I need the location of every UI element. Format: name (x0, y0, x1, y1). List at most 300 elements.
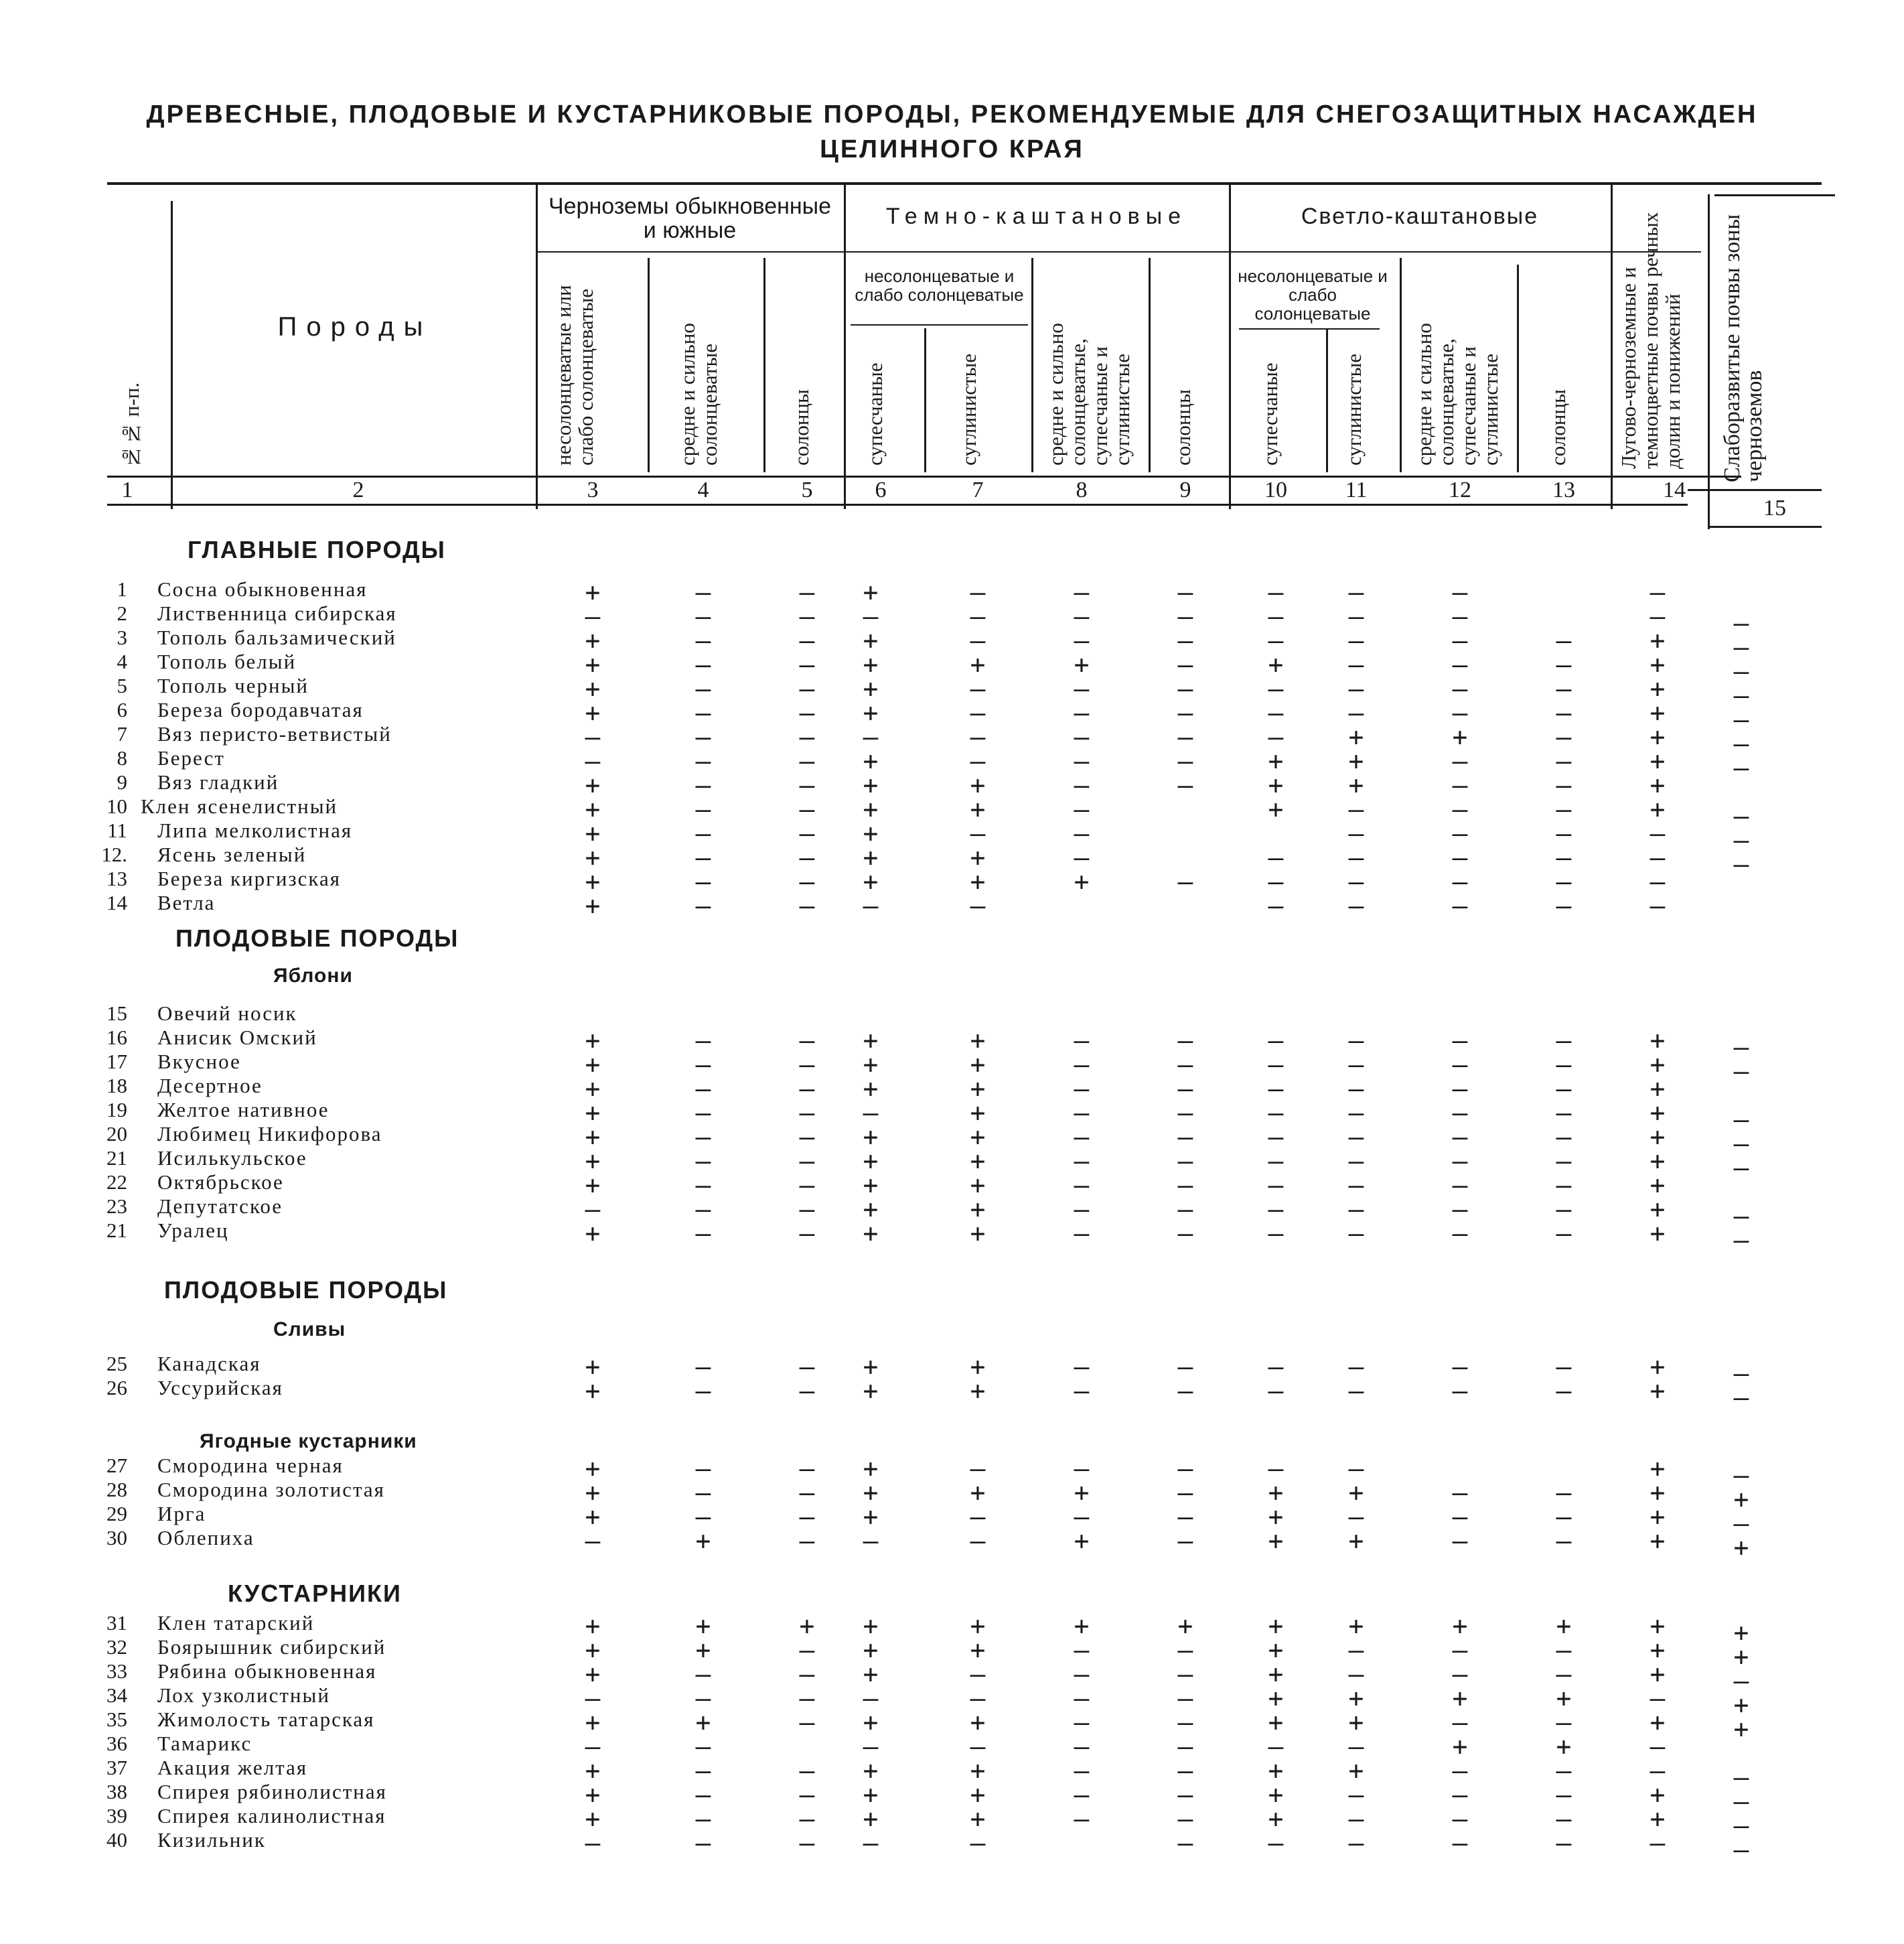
suitability-mark: + (585, 577, 601, 607)
suitability-mark: + (1348, 1708, 1364, 1737)
suitability-mark: — (1348, 1194, 1364, 1224)
suitability-mark: — (1348, 650, 1364, 679)
suitability-mark: — (1177, 867, 1193, 896)
suitability-mark: — (799, 650, 815, 679)
suitability-mark: — (970, 819, 986, 848)
suitability-mark: — (1452, 1708, 1468, 1737)
suitability-mark: — (1177, 1170, 1193, 1200)
header-col6: супесчаные (863, 362, 887, 466)
suitability-mark: — (799, 1026, 815, 1055)
species-name: Ирга (157, 1502, 206, 1525)
suitability-mark: — (1348, 1635, 1364, 1665)
header-col3: несолонцеватые или слабо солонцеватые (552, 285, 597, 466)
suitability-mark: — (1556, 1194, 1572, 1224)
suitability-mark: — (1074, 674, 1090, 703)
suitability-mark: + (1452, 1611, 1468, 1641)
suitability-mark: — (1268, 1050, 1284, 1079)
suitability-mark: — (1177, 602, 1193, 631)
suitability-mark: — (1074, 1194, 1090, 1224)
suitability-mark: — (1268, 891, 1284, 920)
suitability-mark: — (1177, 1219, 1193, 1248)
species-name: Уссурийская (157, 1376, 283, 1399)
suitability-mark: + (585, 1780, 601, 1809)
species-name: Смородина черная (157, 1454, 344, 1477)
species-name: Тамарикс (157, 1732, 252, 1755)
species-name: Исилькульское (157, 1146, 307, 1170)
suitability-mark: — (1177, 1122, 1193, 1152)
suitability-mark: — (1733, 1032, 1749, 1062)
column-number: 8 (1076, 478, 1088, 502)
suitability-mark: + (970, 650, 986, 679)
suitability-mark: + (1733, 1714, 1749, 1744)
suitability-mark: — (695, 650, 711, 679)
suitability-mark: + (1650, 1708, 1666, 1737)
row-number: 25 (106, 1352, 127, 1375)
species-name: Канадская (157, 1352, 261, 1375)
suitability-mark: — (970, 674, 986, 703)
suitability-mark: + (970, 1122, 986, 1152)
suitability-mark: — (1733, 608, 1749, 638)
suitability-mark: — (1556, 1098, 1572, 1127)
header-col8: средне и сильно солонцеватые, супесчаные и суглинистые (1044, 323, 1134, 466)
suitability-mark: — (799, 1454, 815, 1483)
suitability-mark: — (1556, 1659, 1572, 1689)
suitability-mark: — (1556, 867, 1572, 896)
species-name: Желтое нативное (157, 1098, 329, 1121)
suitability-mark: — (1177, 626, 1193, 655)
suitability-mark: + (1556, 1611, 1572, 1641)
suitability-mark: — (1074, 1732, 1090, 1761)
page-title-line2: ЦЕЛИННОГО КРАЯ (820, 135, 1084, 163)
suitability-mark: + (1268, 1804, 1284, 1833)
suitability-mark: — (695, 1050, 711, 1079)
suitability-mark: + (863, 1478, 879, 1507)
suitability-mark: + (1650, 1026, 1666, 1055)
column-number: 10 (1264, 478, 1287, 502)
suitability-mark: — (1268, 843, 1284, 872)
suitability-mark: + (1650, 746, 1666, 776)
suitability-mark: + (863, 1756, 879, 1785)
suitability-mark: — (1556, 1478, 1572, 1507)
species-name: Лиственница сибирская (157, 602, 397, 625)
suitability-mark: — (695, 1683, 711, 1713)
suitability-mark: — (585, 1828, 601, 1858)
suitability-mark: + (585, 1454, 601, 1483)
row-number: 23 (106, 1194, 127, 1218)
suitability-mark: — (1074, 602, 1090, 631)
suitability-mark: — (1452, 1526, 1468, 1555)
suitability-mark: — (1268, 1732, 1284, 1761)
suitability-mark: — (1556, 1756, 1572, 1785)
header-col10: супесчаные (1258, 362, 1282, 466)
suitability-mark: — (970, 698, 986, 727)
suitability-mark: — (799, 794, 815, 824)
page-title-line1: ДРЕВЕСНЫЕ, ПЛОДОВЫЕ И КУСТАРНИКОВЫЕ ПОРОДЫ, РЕКОМЕНДУЕМЫЕ ДЛЯ СНЕГОЗАЩИТНЫХ НАСАЖДЕН (146, 100, 1758, 129)
species-name: Тополь белый (157, 650, 297, 673)
suitability-mark: + (863, 1708, 879, 1737)
suitability-mark: — (1348, 1780, 1364, 1809)
suitability-mark: — (863, 722, 879, 752)
suitability-mark: — (1452, 1050, 1468, 1079)
suitability-mark: + (1452, 722, 1468, 752)
suitability-mark: — (1556, 1828, 1572, 1858)
suitability-mark: — (1733, 1359, 1749, 1388)
suitability-mark: — (1452, 794, 1468, 824)
suitability-mark: — (1452, 1122, 1468, 1152)
header-col-species: Породы (277, 312, 433, 342)
suitability-mark: — (799, 1478, 815, 1507)
column-number: 3 (587, 478, 599, 502)
species-name: Рябина обыкновенная (157, 1659, 377, 1683)
suitability-mark: + (695, 1526, 711, 1555)
suitability-mark: — (970, 1828, 986, 1858)
suitability-mark: — (1452, 746, 1468, 776)
row-number: 1 (117, 577, 127, 601)
row-number: 8 (117, 746, 127, 770)
suitability-mark: + (1650, 698, 1666, 727)
suitability-mark: — (799, 1219, 815, 1248)
suitability-mark: + (1074, 1478, 1090, 1507)
suitability-mark: + (1650, 1659, 1666, 1689)
suitability-mark: — (1074, 1026, 1090, 1055)
suitability-mark: — (585, 1683, 601, 1713)
suitability-mark: — (1268, 577, 1284, 607)
row-number: 32 (106, 1635, 127, 1659)
suitability-mark: + (585, 1122, 601, 1152)
suitability-mark: — (1733, 1811, 1749, 1840)
species-name: Депутатское (157, 1194, 283, 1218)
suitability-mark: + (1733, 1533, 1749, 1562)
suitability-mark: — (799, 867, 815, 896)
suitability-mark: — (1268, 626, 1284, 655)
suitability-mark: + (585, 1026, 601, 1055)
suitability-mark: + (1650, 722, 1666, 752)
suitability-mark: — (799, 1146, 815, 1176)
species-name: Любимец Никифорова (157, 1122, 382, 1145)
suitability-mark: — (1650, 819, 1666, 848)
suitability-mark: — (1452, 1804, 1468, 1833)
suitability-mark: — (799, 1526, 815, 1555)
suitability-mark: — (1074, 626, 1090, 655)
suitability-mark: — (695, 1146, 711, 1176)
section-fruit-species: ПЛОДОВЫЕ ПОРОДЫ (175, 924, 459, 952)
suitability-mark: — (1556, 722, 1572, 752)
column-number: 4 (697, 478, 709, 502)
suitability-mark: — (1268, 602, 1284, 631)
suitability-mark: — (1177, 1074, 1193, 1103)
suitability-mark: — (970, 1732, 986, 1761)
row-number: 16 (106, 1026, 127, 1049)
suitability-mark: — (1074, 1146, 1090, 1176)
suitability-mark: — (1177, 1194, 1193, 1224)
suitability-mark: + (863, 1635, 879, 1665)
suitability-mark: + (970, 867, 986, 896)
species-name: Овечий носик (157, 1001, 297, 1025)
suitability-mark: — (1733, 1225, 1749, 1255)
suitability-mark: — (1556, 1502, 1572, 1531)
suitability-mark: + (863, 1352, 879, 1381)
suitability-mark: + (863, 626, 879, 655)
suitability-mark: — (1348, 1170, 1364, 1200)
suitability-mark: + (863, 770, 879, 800)
suitability-mark: — (1733, 1153, 1749, 1182)
suitability-mark: — (1452, 1756, 1468, 1785)
suitability-mark: — (1452, 1026, 1468, 1055)
suitability-mark: — (1074, 1376, 1090, 1405)
row-number: 15 (106, 1001, 127, 1025)
suitability-mark: + (585, 1146, 601, 1176)
suitability-mark: — (1177, 674, 1193, 703)
suitability-mark: — (799, 1376, 815, 1405)
suitability-mark: + (799, 1611, 815, 1641)
suitability-mark: — (1733, 1056, 1749, 1086)
row-number: 33 (106, 1659, 127, 1683)
suitability-mark: — (1177, 1502, 1193, 1531)
suitability-mark: + (1074, 867, 1090, 896)
suitability-mark: + (863, 819, 879, 848)
suitability-mark: + (1650, 1526, 1666, 1555)
suitability-mark: + (863, 1026, 879, 1055)
suitability-mark: — (1452, 674, 1468, 703)
suitability-mark: — (1177, 1756, 1193, 1785)
suitability-mark: — (1452, 626, 1468, 655)
suitability-mark: + (1650, 770, 1666, 800)
suitability-mark: — (1452, 1376, 1468, 1405)
suitability-mark: + (1074, 1611, 1090, 1641)
suitability-mark: — (1177, 1454, 1193, 1483)
suitability-mark: — (1452, 650, 1468, 679)
suitability-mark: — (1074, 1708, 1090, 1737)
suitability-mark: — (1556, 698, 1572, 727)
header-col9: солонцы (1171, 389, 1195, 466)
suitability-mark: — (1074, 1122, 1090, 1152)
suitability-mark: + (1268, 1611, 1284, 1641)
suitability-mark: — (1452, 1478, 1468, 1507)
suitability-mark: — (799, 891, 815, 920)
suitability-mark: + (585, 1478, 601, 1507)
suitability-mark: — (970, 891, 986, 920)
suitability-mark: — (1733, 1762, 1749, 1792)
suitability-mark: — (695, 1780, 711, 1809)
suitability-mark: — (1733, 656, 1749, 686)
suitability-mark: — (695, 1219, 711, 1248)
suitability-mark: — (1268, 1122, 1284, 1152)
suitability-mark: — (1650, 1756, 1666, 1785)
suitability-mark: — (1348, 819, 1364, 848)
row-number: 31 (106, 1611, 127, 1635)
suitability-mark: — (695, 1756, 711, 1785)
suitability-mark: — (799, 1050, 815, 1079)
suitability-mark: — (695, 1659, 711, 1689)
header-col7: суглинистые (957, 353, 980, 466)
suitability-mark: — (1733, 1460, 1749, 1490)
suitability-mark: + (585, 819, 601, 848)
suitability-mark: — (1452, 1828, 1468, 1858)
suitability-mark: + (970, 1146, 986, 1176)
suitability-mark: — (799, 674, 815, 703)
suitability-mark: — (970, 1683, 986, 1713)
suitability-mark: — (1074, 819, 1090, 848)
suitability-mark: + (1733, 1618, 1749, 1647)
header-group-light-chestnut: Светло-каштановые (1301, 204, 1539, 229)
suitability-mark: — (799, 1828, 815, 1858)
suitability-mark: + (1268, 1502, 1284, 1531)
suitability-mark: + (863, 698, 879, 727)
suitability-mark: — (1650, 577, 1666, 607)
suitability-mark: — (1733, 729, 1749, 758)
suitability-mark: — (1074, 1659, 1090, 1689)
suitability-mark: + (585, 1050, 601, 1079)
suitability-mark: — (863, 891, 879, 920)
suitability-mark: — (1556, 1635, 1572, 1665)
row-number: 12. (101, 843, 127, 866)
suitability-mark: + (1348, 746, 1364, 776)
species-name: Боярышник сибирский (157, 1635, 386, 1659)
column-number: 12 (1449, 478, 1471, 502)
suitability-mark: — (1177, 1376, 1193, 1405)
header-col4: средне и сильно солонцеватые (676, 323, 721, 466)
row-number: 2 (117, 602, 127, 625)
suitability-mark: — (1074, 1050, 1090, 1079)
row-number: 22 (106, 1170, 127, 1194)
suitability-mark: — (1348, 1502, 1364, 1531)
suitability-mark: + (585, 698, 601, 727)
suitability-mark: — (1556, 1146, 1572, 1176)
suitability-mark: + (863, 1376, 879, 1405)
row-number: 27 (106, 1454, 127, 1477)
suitability-mark: — (1452, 1502, 1468, 1531)
suitability-mark: + (863, 674, 879, 703)
suitability-mark: — (1556, 1780, 1572, 1809)
suitability-mark: + (1177, 1611, 1193, 1641)
suitability-mark: + (863, 1502, 879, 1531)
suitability-mark: — (1348, 577, 1364, 607)
suitability-mark: + (1650, 674, 1666, 703)
suitability-mark: — (1177, 1352, 1193, 1381)
row-number: 18 (106, 1074, 127, 1097)
suitability-mark: — (695, 1502, 711, 1531)
suitability-mark: + (1268, 746, 1284, 776)
suitability-mark: + (585, 674, 601, 703)
species-name: Лох узколистный (157, 1683, 330, 1707)
suitability-mark: + (1650, 1804, 1666, 1833)
suitability-mark: + (1650, 1478, 1666, 1507)
species-name: Октябрьское (157, 1170, 284, 1194)
suitability-mark: — (799, 1098, 815, 1127)
suitability-mark: — (1348, 626, 1364, 655)
suitability-mark: — (1074, 1780, 1090, 1809)
suitability-mark: + (585, 626, 601, 655)
suitability-mark: — (1177, 1683, 1193, 1713)
suitability-mark: — (1074, 1756, 1090, 1785)
suitability-mark: + (1452, 1683, 1468, 1713)
suitability-mark: + (1650, 1454, 1666, 1483)
suitability-mark: — (799, 722, 815, 752)
suitability-mark: — (1452, 819, 1468, 848)
section-shrubs: КУСТАРНИКИ (228, 1580, 402, 1607)
suitability-mark: — (1650, 1828, 1666, 1858)
suitability-mark: + (863, 1454, 879, 1483)
suitability-mark: — (1556, 891, 1572, 920)
suitability-mark: — (863, 1683, 879, 1713)
suitability-mark: — (1348, 674, 1364, 703)
suitability-mark: — (1348, 1828, 1364, 1858)
suitability-mark: — (863, 1732, 879, 1761)
suitability-mark: — (1733, 1509, 1749, 1538)
suitability-mark: — (1268, 722, 1284, 752)
row-number: 26 (106, 1376, 127, 1399)
row-number: 35 (106, 1708, 127, 1731)
column-number: 1 (121, 478, 133, 502)
suitability-mark: — (1733, 681, 1749, 710)
suitability-mark: — (1348, 698, 1364, 727)
column-number: 6 (875, 478, 887, 502)
suitability-mark: + (863, 1659, 879, 1689)
row-number: 28 (106, 1478, 127, 1501)
suitability-mark: — (1268, 1219, 1284, 1248)
suitability-mark: + (585, 1611, 601, 1641)
suitability-mark: — (1177, 1732, 1193, 1761)
suitability-mark: — (695, 1732, 711, 1761)
suitability-mark: — (1556, 626, 1572, 655)
suitability-mark: + (1650, 1780, 1666, 1809)
suitability-mark: + (1733, 1690, 1749, 1720)
suitability-mark: — (585, 746, 601, 776)
suitability-mark: — (1733, 1666, 1749, 1695)
suitability-mark: + (1074, 650, 1090, 679)
suitability-mark: + (1650, 1502, 1666, 1531)
suitability-mark: — (695, 819, 711, 848)
suitability-mark: — (695, 722, 711, 752)
suitability-mark: + (970, 1098, 986, 1127)
suitability-mark: — (1177, 746, 1193, 776)
suitability-mark: — (1177, 1098, 1193, 1127)
suitability-mark: — (1074, 1074, 1090, 1103)
suitability-mark: — (1177, 1635, 1193, 1665)
suitability-mark: — (1074, 843, 1090, 872)
suitability-mark: — (695, 1478, 711, 1507)
suitability-mark: — (1177, 698, 1193, 727)
suitability-mark: — (1348, 1098, 1364, 1127)
suitability-mark: + (585, 1659, 601, 1689)
suitability-mark: + (585, 1376, 601, 1405)
suitability-mark: + (1650, 1122, 1666, 1152)
suitability-mark: + (1556, 1683, 1572, 1713)
suitability-mark: — (695, 1454, 711, 1483)
row-number: 9 (117, 770, 127, 794)
suitability-mark: — (1348, 1659, 1364, 1689)
suitability-mark: — (1177, 1659, 1193, 1689)
suitability-mark: — (1556, 746, 1572, 776)
suitability-mark: — (1348, 1026, 1364, 1055)
suitability-mark: — (1452, 1219, 1468, 1248)
suitability-mark: — (1650, 891, 1666, 920)
suitability-mark: — (1556, 1352, 1572, 1381)
suitability-mark: — (1268, 1352, 1284, 1381)
row-number: 37 (106, 1756, 127, 1779)
suitability-mark: — (1177, 1780, 1193, 1809)
suitability-mark: — (1348, 1122, 1364, 1152)
species-name: Клен татарский (157, 1611, 315, 1635)
row-number: 20 (106, 1122, 127, 1145)
suitability-mark: — (695, 698, 711, 727)
species-name: Береза киргизская (157, 867, 342, 890)
suitability-mark: + (695, 1635, 711, 1665)
suitability-mark: + (863, 867, 879, 896)
suitability-mark: — (1177, 1828, 1193, 1858)
suitability-mark: — (1556, 1122, 1572, 1152)
species-name: Ясень зеленый (157, 843, 307, 866)
